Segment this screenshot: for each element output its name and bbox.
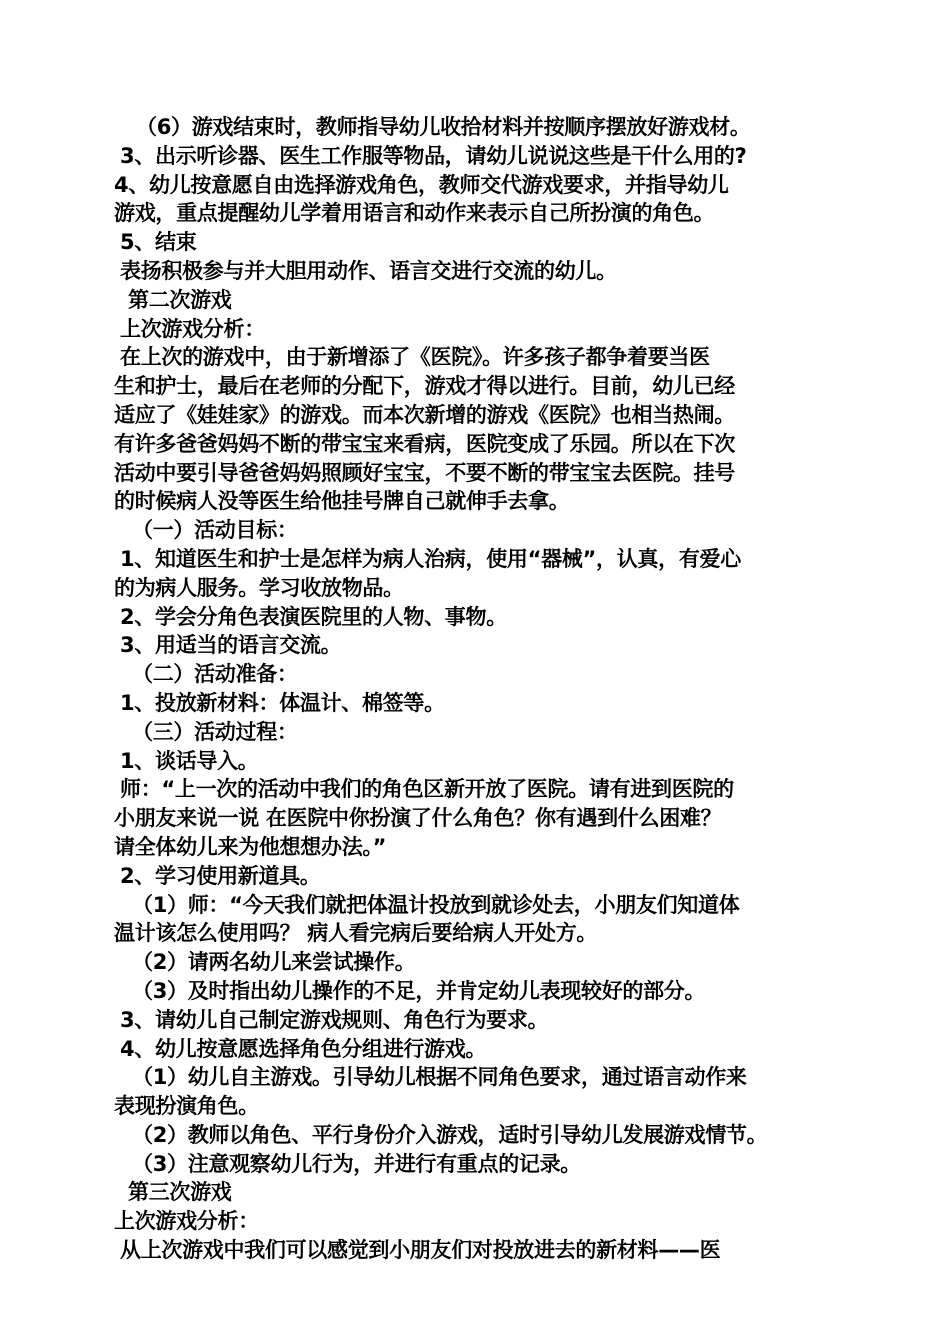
text-line: 活动中要引导爸爸妈妈照顾好宝宝，不要不断的带宝宝去医院。挂号 [114, 460, 735, 485]
text-line: 2、学习使用新道具。 [120, 863, 321, 888]
text-line: 3、用适当的语言交流。 [120, 633, 342, 658]
text-line: （3）及时指出幼儿操作的不足，并肯定幼儿表现较好的部分。 [132, 978, 706, 1003]
text-line: （6）游戏结束时，教师指导幼儿收拾材料并按顺序摆放好游戏材。 [136, 115, 751, 139]
text-line: 1、知道医生和护士是怎样为病人治病，使用“器械”，认真，有爱心 [120, 546, 741, 571]
text-line: 上次游戏分析： [114, 1209, 259, 1234]
text-line: 的时候病人没等医生给他挂号牌自己就伸手去拿。 [114, 489, 570, 514]
text-line: 生和护士，最后在老师的分配下，游戏才得以进行。目前，幼儿已经 [114, 374, 735, 399]
text-line: 从上次游戏中我们可以感觉到小朋友们对投放进去的新材料——医 [120, 1238, 721, 1263]
text-line: 有许多爸爸妈妈不断的带宝宝来看病，医院变成了乐园。所以在下次 [114, 431, 735, 456]
text-line: 2、学会分角色表演医院里的人物、事物。 [120, 604, 507, 629]
text-line: 表扬积极参与并大胆用动作、语言交进行交流的幼儿。 [120, 258, 617, 283]
text-line: 上次游戏分析： [120, 316, 265, 341]
document-body-text [114, 113, 849, 1265]
text-line: 适应了《娃娃家》的游戏。而本次新增的游戏《医院》也相当热闹。 [114, 402, 735, 427]
text-line: 3、请幼儿自己制定游戏规则、角色行为要求。 [120, 1007, 549, 1032]
text-line: （2）教师以角色、平行身份介入游戏，适时引导幼儿发展游戏情节。 [132, 1122, 768, 1147]
text-line: （1）幼儿自主游戏。引导幼儿根据不同角色要求，通过语言动作来 [132, 1065, 747, 1090]
text-line: 5、结束 [120, 230, 197, 255]
text-line: 温计该怎么使用吗？ 病人看完病后要给病人开处方。 [114, 921, 598, 946]
text-line: （3）注意观察幼儿行为，并进行有重点的记录。 [132, 1151, 582, 1176]
text-line: 表现扮演角色。 [114, 1094, 259, 1119]
text-line: 4、幼儿按意愿选择角色分组进行游戏。 [120, 1036, 487, 1061]
text-line: 请全体幼儿来为他想想办法。” [114, 834, 387, 859]
text-line: 小朋友来说一说 在医院中你扮演了什么角色？你有遇到什么困难？ [114, 806, 722, 831]
text-line: 第三次游戏 [128, 1180, 232, 1205]
text-line: 在上次的游戏中，由于新增添了《医院》。许多孩子都争着要当医 [120, 345, 710, 370]
text-line: 1、谈话导入。 [120, 748, 259, 773]
text-line: 游戏，重点提醒幼儿学着用语言和动作来表示自己所扮演的角色。 [114, 201, 715, 226]
text-line: （1）师：“今天我们就把体温计投放到就诊处去，小朋友们知道体 [132, 892, 740, 917]
text-line: 的为病人服务。学习收放物品。 [114, 575, 404, 600]
text-line: （一）活动目标： [132, 518, 298, 543]
text-line: （三）活动过程： [132, 719, 298, 744]
text-line: 师：“上一次的活动中我们的角色区新开放了医院。请有进到医院的 [120, 777, 734, 802]
text-line: 1、投放新材料：体温计、棉签等。 [120, 690, 445, 715]
text-line: 4、幼儿按意愿自由选择游戏角色，教师交代游戏要求，并指导幼儿 [114, 172, 729, 197]
text-line: （二）活动准备： [132, 662, 298, 687]
text-line: 3、出示听诊器、医生工作服等物品，请幼儿说说这些是干什么用的? [120, 143, 747, 168]
text-line: 第二次游戏 [128, 287, 232, 312]
text-line: （2）请两名幼儿来尝试操作。 [132, 950, 416, 975]
